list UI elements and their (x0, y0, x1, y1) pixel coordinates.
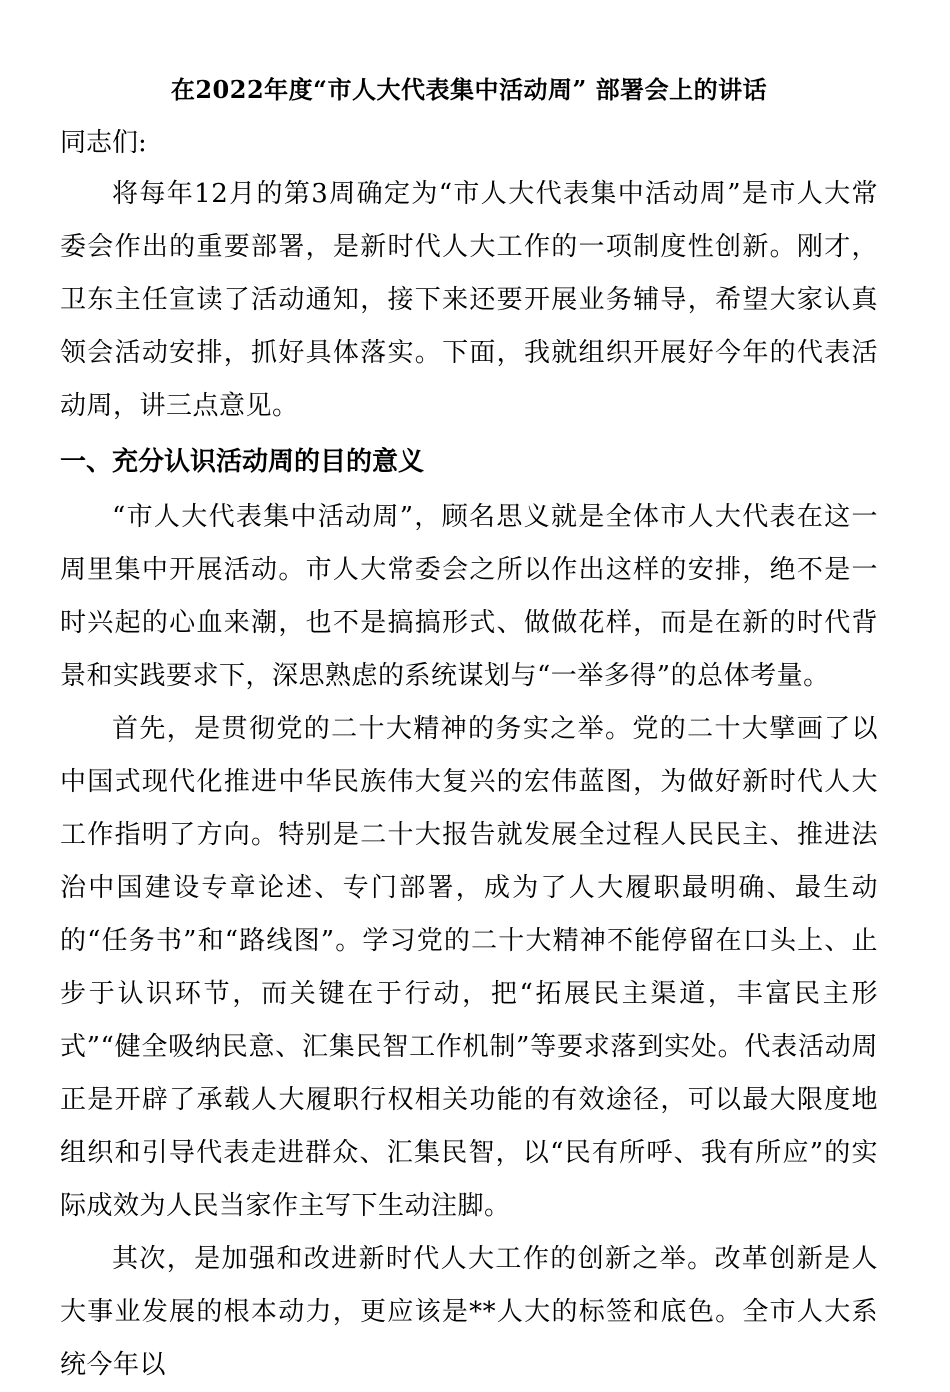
section-1-paragraph-1: “市人大代表集中活动周”，顾名思义就是全体市人大代表在这一周里集中开展活动。市人大常委会之所以作出这样的安排，绝不是一时兴起的心血来潮，也不是搞搞形式、做做花样，而是在新的时代背景和实践要求下，深思熟虑的系统谋划与“一举多得”的总体考量。 (60, 502, 878, 691)
intro-paragraph: 将每年12月的第3周确定为“市人大代表集中活动周”是市人大常委会作出的重要部署，是新时代人大工作的一项制度性创新。刚才，卫东主任宣读了活动通知，接下来还要开展业务辅导，希望大家认真领会活动安排，抓好具体落实。下面，我就组织开展好今年的代表活动周，讲三点意见。 (60, 179, 878, 421)
document-title: 在2022年度“市人大代表集中活动周” 部署会上的讲话 (170, 75, 768, 104)
salutation: 同志们: (60, 128, 147, 158)
section-heading-1: 一、充分认识活动周的目的意义 (60, 447, 425, 477)
document-page (60, 62, 878, 1392)
section-1-paragraph-2: 首先，是贯彻党的二十大精神的务实之举。党的二十大擘画了以中国式现代化推进中华民族伟大复兴的宏伟蓝图，为做好新时代人大工作指明了方向。特别是二十大报告就发展全过程人民民主、推进法治中国建设专章论述、专门部署，成为了人大履职最明确、最生动的“任务书”和“路线图”。学习党的二十大精神不能停留在口头上、止步于认识环节，而关键在于行动，把“拓展民主渠道，丰富民主形式”“健全吸纳民意、汇集民智工作机制”等要求落到实处。代表活动周正是开辟了承载人大履职行权相关功能的有效途径，可以最大限度地组织和引导代表走进群众、汇集民智，以“民有所呼、我有所应”的实际成效为人民当家作主写下生动注脚。 (60, 714, 878, 1221)
section-1-paragraph-3: 其次，是加强和改进新时代人大工作的创新之举。改革创新是人大事业发展的根本动力，更应该是**人大的标签和底色。全市人大系统今年以 (60, 1244, 878, 1380)
